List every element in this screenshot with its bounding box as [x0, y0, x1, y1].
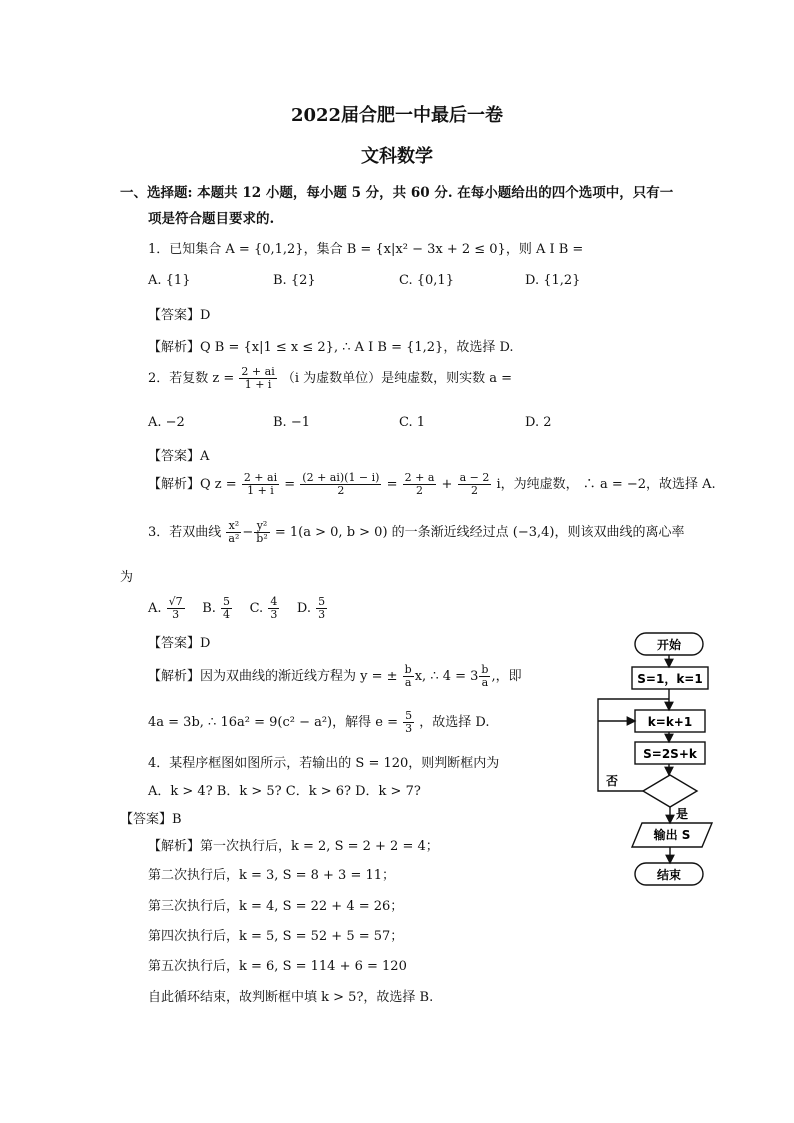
- frac-den: 3: [172, 608, 180, 621]
- q4-stem: 4．某程序框图如图所示，若输出的 S = 120，则判断框内为: [148, 756, 500, 771]
- frac-num: √7: [168, 595, 183, 608]
- frac-num: 2 + a: [404, 471, 435, 484]
- doc-subtitle: 文科数学: [361, 146, 433, 167]
- q3-stem-wrap: 为: [120, 570, 134, 585]
- q3-stem-post: = 1(a > 0, b > 0) 的一条渐近线经过点 (−3,4)，则该双曲线的离心率: [274, 525, 685, 540]
- q2-option-d: D. 2: [525, 415, 552, 430]
- q4-answer: 【答案】B: [120, 812, 182, 827]
- q1-option-b: B. {2}: [273, 273, 316, 288]
- q1-option-a: A. {1}: [148, 273, 191, 288]
- q3-option-c-value: [268, 596, 279, 621]
- q3-option-c-label: C.: [249, 601, 264, 616]
- flowchart-end-label: 结束: [656, 868, 682, 882]
- q3-analysis2-pre: 4a = 3b, ∴ 16a² = 9(c² − a²)，解得 e =: [148, 715, 398, 730]
- q2-analysis-frac1: [242, 472, 279, 497]
- q3-option-a-label: A.: [148, 601, 162, 616]
- q2-stem: [148, 366, 512, 391]
- q4-step-3: 第三次执行后，k = 4, S = 22 + 4 = 26；: [148, 899, 404, 914]
- q4-step-2: 第二次执行后，k = 3, S = 8 + 3 = 11；: [148, 868, 396, 883]
- q3-analysis1-post: ,，即: [491, 669, 522, 684]
- q1-stem: 1．已知集合 A = {0,1,2}，集合 B = {x|x² − 3x + 2 ≤ 0}，则 A I B =: [148, 242, 584, 257]
- q1-answer: 【答案】D: [148, 308, 211, 323]
- q2-fraction: [239, 366, 276, 391]
- frac-den: a: [404, 676, 412, 689]
- frac-num: 4: [270, 595, 278, 608]
- q2-stem-pre: 2．若复数 z =: [148, 371, 235, 386]
- flowchart-update-label: S=2S+k: [643, 747, 697, 761]
- q4-conclusion: 自此循环结束，故判断框中填 k > 5?，故选择 B.: [148, 990, 434, 1005]
- q3-analysis1-frac1: [403, 664, 414, 689]
- q3-stem: 3．若双曲线 $\frac{\text{x²}}{\text{a²}}$ − $\frac{\text{y²}}{\text{b²}}$ = 1(a > 0, b > 0) 的一条渐近线经过点 (−3,4)，则该双曲线的离心率: [148, 519, 685, 545]
- q2-analysis: 【解析】Q z = $\frac{2 + ai}{1 + i}$ = $\frac{(2 + ai)(1 - i)}{2}$ = $\frac{2 + a}{2}$ + $\frac{a - 2}{2}$ i，为纯虚数， ∴ a = −2，故选择 A.: [148, 471, 716, 497]
- flowchart-decision: [643, 775, 697, 807]
- q3-frac-y: [254, 520, 269, 545]
- frac-num: 5: [223, 595, 231, 608]
- frac-num: 5: [405, 709, 413, 722]
- flowchart-increment-label: k=k+1: [647, 715, 693, 729]
- q3-answer: 【答案】D: [148, 636, 211, 651]
- q3-analysis1-frac2: [479, 664, 490, 689]
- q2-stem-post: （i 为虚数单位）是纯虚数，则实数 a =: [281, 371, 513, 386]
- frac-den: a: [481, 676, 489, 689]
- frac-den: 2: [470, 484, 478, 497]
- frac-den: 3: [270, 608, 278, 621]
- q3-analysis1-pre: 【解析】因为双曲线的渐近线方程为 y = ±: [148, 669, 398, 684]
- q4-options: A．k > 4? B．k > 5? C．k > 6? D．k > 7?: [148, 784, 421, 799]
- q2-analysis-frac4: [458, 472, 492, 497]
- q3-analysis2-post: ，故选择 D.: [419, 715, 490, 730]
- q2-analysis-frac3: [403, 472, 437, 497]
- frac-num: x²: [226, 520, 241, 533]
- q3-frac-x: [226, 520, 241, 545]
- q2-analysis-pre: 【解析】Q z =: [148, 477, 237, 492]
- q3-stem-pre: 3．若双曲线: [148, 525, 222, 540]
- frac-num: 5: [318, 595, 326, 608]
- frac-num: a − 2: [459, 471, 490, 484]
- q2-analysis-post: i，为纯虚数， ∴ a = −2，故选择 A.: [496, 477, 716, 492]
- frac-den: 3: [318, 608, 326, 621]
- section-heading-line1: 一、选择题: 本题共 12 小题，每小题 5 分，共 60 分. 在每小题给出的四个选项中，只有一: [120, 185, 674, 201]
- q1-option-c: C. {0,1}: [399, 273, 454, 288]
- frac-den: 3: [405, 722, 413, 735]
- q3-option-b-value: [221, 596, 232, 621]
- q2-frac-den: 1 + i: [244, 378, 272, 391]
- q3-option-a-value: [167, 596, 185, 621]
- frac-den: 2: [416, 484, 424, 497]
- q2-option-a: A. −2: [148, 415, 185, 430]
- flowchart-no-label: 否: [605, 774, 619, 788]
- flowchart-init-label: S=1，k=1: [637, 672, 703, 686]
- frac-num: y²: [254, 520, 269, 533]
- q3-option-b-label: B.: [202, 601, 216, 616]
- frac-den: 2: [337, 484, 345, 497]
- q3-option-d-label: D.: [296, 601, 311, 616]
- q2-analysis-frac2: [300, 472, 381, 497]
- frac-den: a²: [228, 532, 240, 545]
- q3-analysis-line1: [148, 664, 522, 689]
- q4-step-4: 第四次执行后，k = 5, S = 52 + 5 = 57；: [148, 929, 404, 944]
- q2-option-c: C. 1: [399, 415, 426, 430]
- q2-option-b: B. −1: [273, 415, 310, 430]
- frac-num: 2 + ai: [243, 471, 278, 484]
- doc-title: 2022届合肥一中最后一卷: [290, 105, 504, 126]
- q3-options: [148, 596, 328, 621]
- q2-answer: 【答案】A: [148, 449, 210, 464]
- frac-den: b²: [256, 532, 268, 545]
- frac-den: 4: [223, 608, 231, 621]
- q3-analysis-line2: [148, 710, 490, 735]
- q4-step-1: 【解析】第一次执行后，k = 2, S = 2 + 2 = 4；: [148, 839, 439, 854]
- frac-num: b: [481, 663, 489, 676]
- section-heading-line2: 项是符合题目要求的.: [148, 211, 275, 227]
- flowchart-output-label: 输出 S: [653, 828, 691, 842]
- frac-num: (2 + ai)(1 − i): [302, 471, 380, 484]
- q2-frac-num: 2 + ai: [241, 365, 275, 378]
- frac-num: b: [404, 663, 412, 676]
- q1-analysis: 【解析】Q B = {x|1 ≤ x ≤ 2}, ∴ A I B = {1,2}，故选择 D.: [148, 340, 514, 355]
- flowchart: [590, 625, 730, 895]
- q1-option-d: D. {1,2}: [525, 273, 581, 288]
- q3-option-d-value: [316, 596, 327, 621]
- flowchart-start-label: 开始: [656, 638, 682, 652]
- flowchart-yes-label: 是: [675, 807, 689, 821]
- frac-den: 1 + i: [247, 484, 274, 497]
- q3-analysis2-frac: [403, 710, 414, 735]
- q3-analysis1-mid: x, ∴ 4 = 3: [414, 669, 479, 684]
- q4-step-5: 第五次执行后，k = 6, S = 114 + 6 = 120: [148, 959, 407, 974]
